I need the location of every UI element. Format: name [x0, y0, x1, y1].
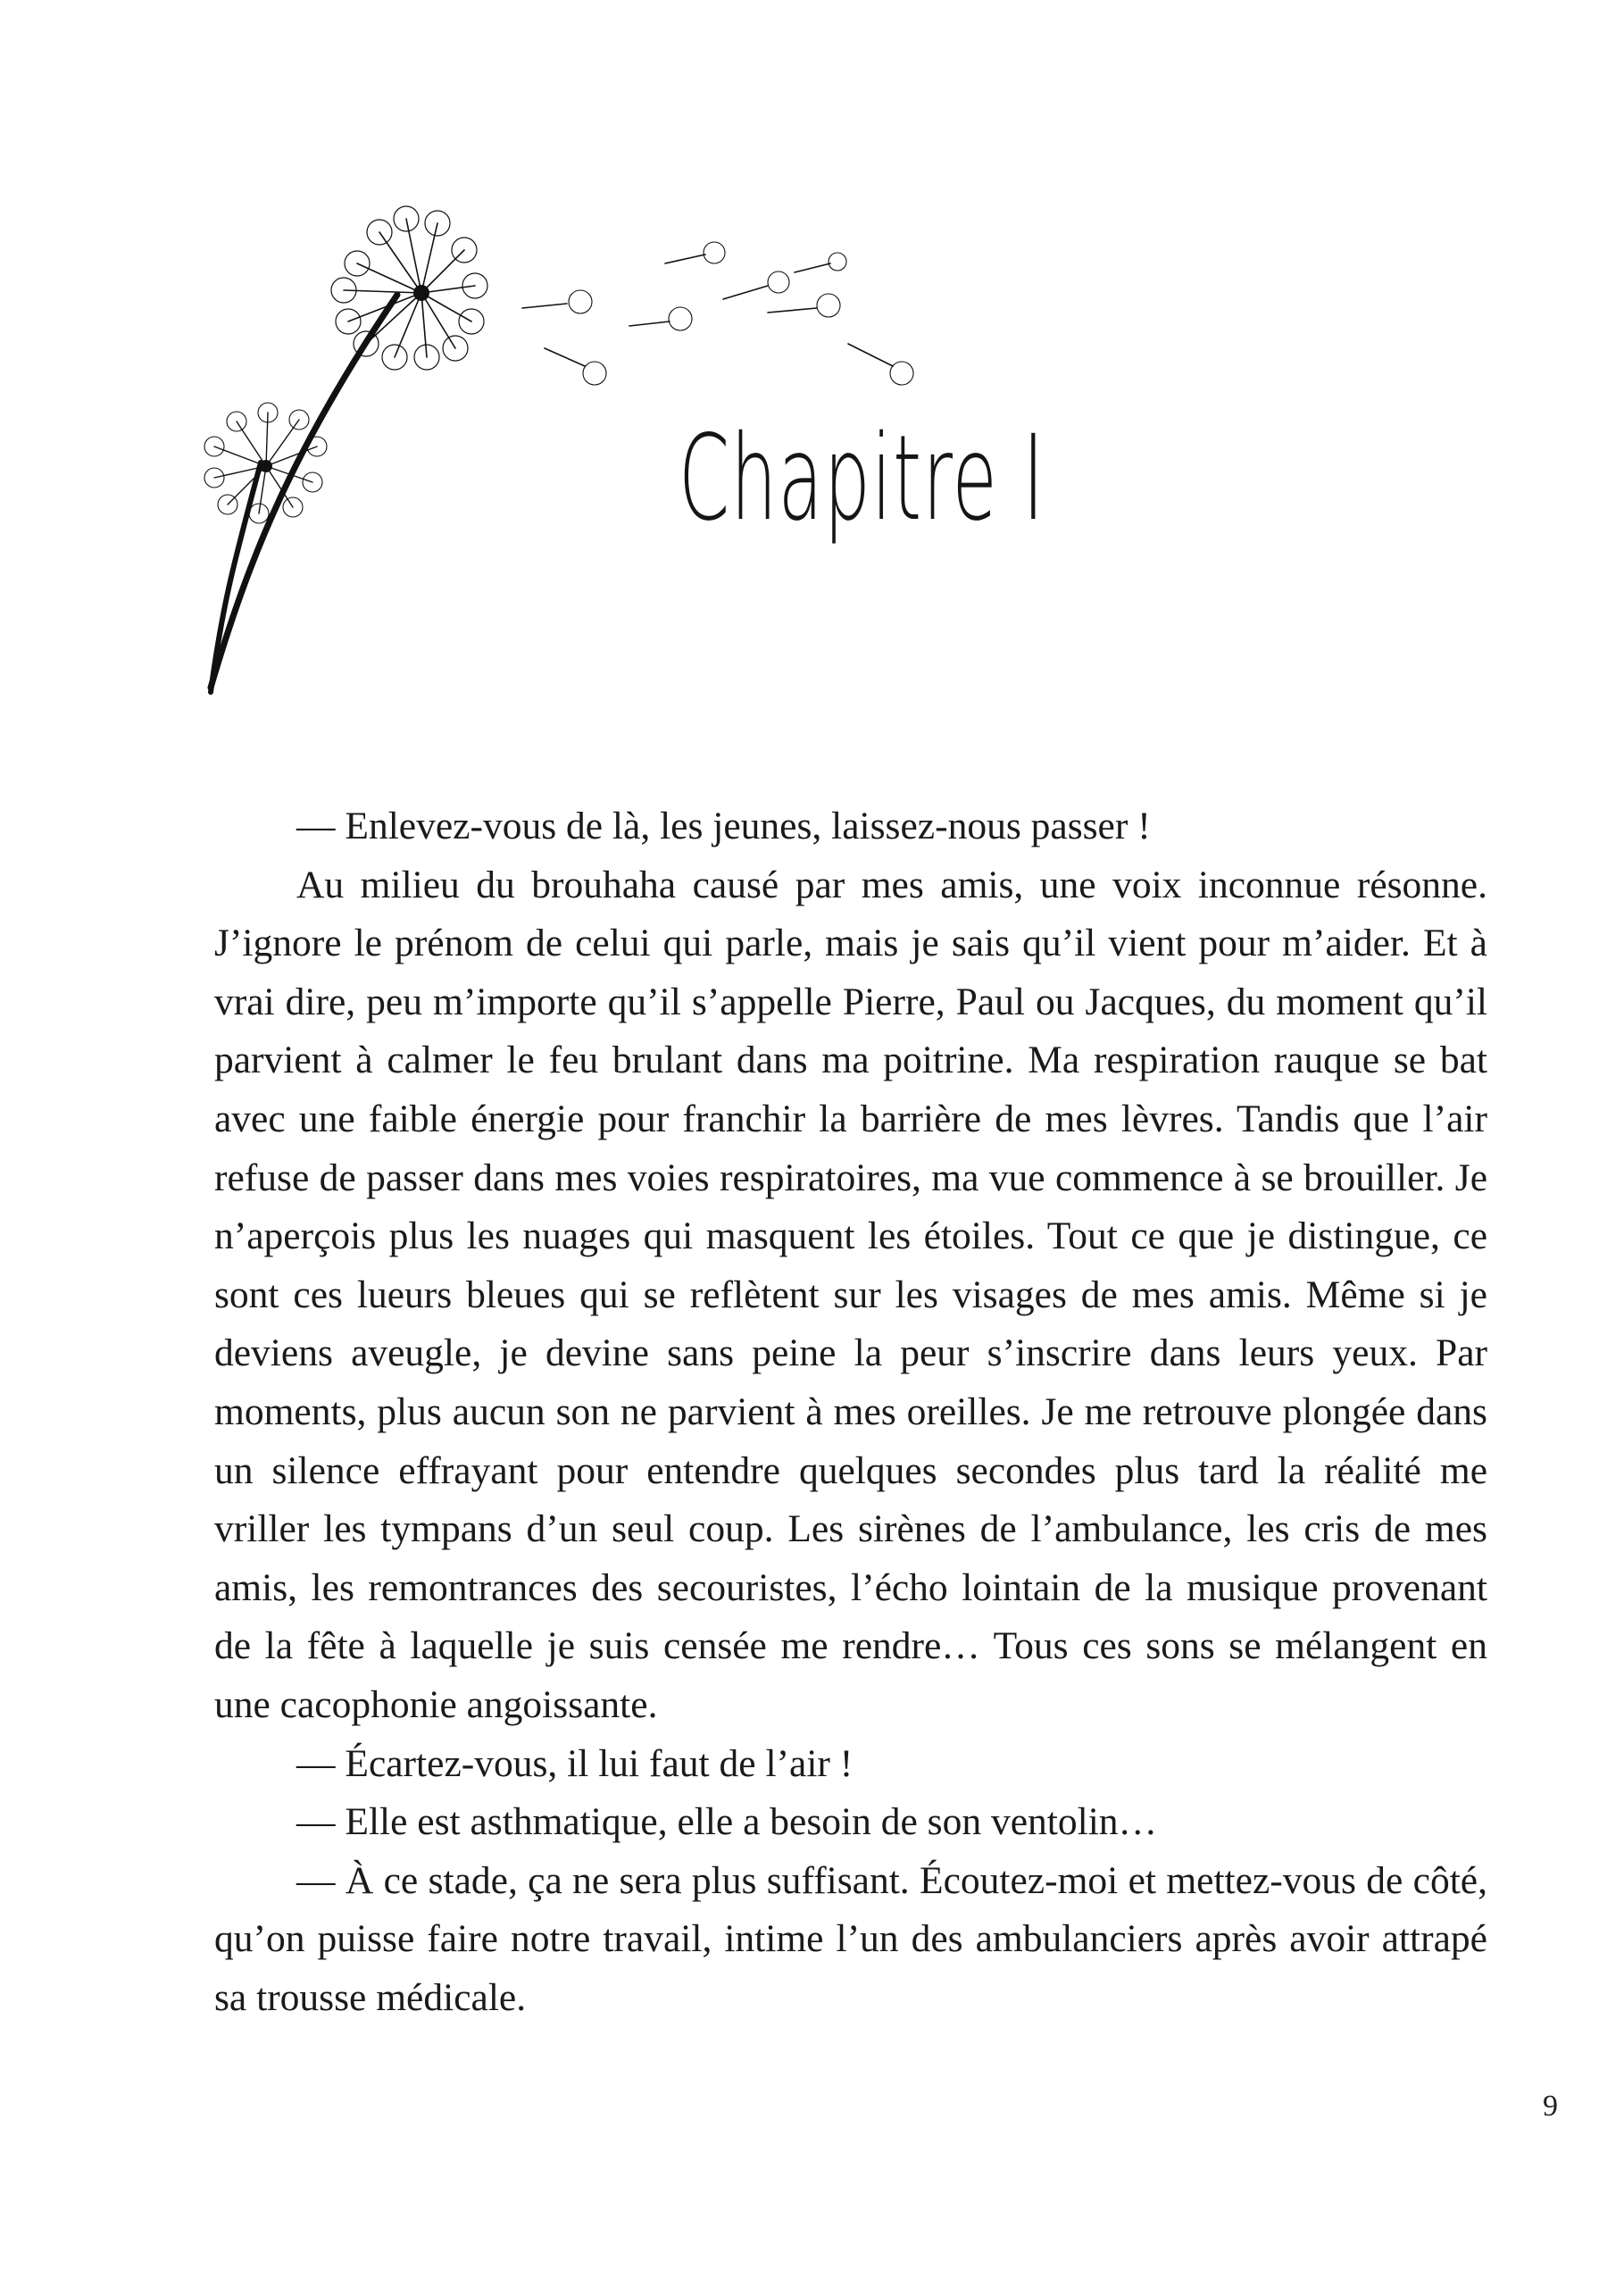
chapter-title: Chapitre I — [679, 410, 1045, 547]
paragraph: — Écartez-vous, il lui faut de l’air ! — [296, 1741, 854, 1785]
paragraph: — À ce stade, ça ne sera plus suffisant. Écoutez-moi et mettez-vous de côté, qu’on puisse faire notre travail, intime l’un des ambulanciers après avoir attrapé sa trousse médicale. — [214, 1858, 1487, 2019]
paragraph: — Elle est asthmatique, elle a besoin de son ventolin… — [296, 1800, 1158, 1844]
paragraph: Au milieu du brouhaha causé par mes amis, une voix inconnue résonne. J’ignore le prénom de celui qui parle, mais je sais qu’il vient pour m’aider. Et à vrai dire, peu m’importe qu’il s’appelle Pierre, Paul ou Jacques, du moment qu’il parvient à calmer le feu brulant dans ma poitrine. Ma respiration rauque se bat avec une faible énergie pour franchir la barrière de mes lèvres. Tandis que l’air refuse de passer dans mes voies respiratoires, ma vue commence à se brouiller. Je n’aperçois plus les nuages qui masquent les étoiles. Tout ce que je distingue, ce sont ces lueurs bleues qui se reflètent sur les visages de mes amis. Même si je deviens aveugle, je devine sans peine la peur s’inscrire dans leurs yeux. Par moments, plus aucun son ne parvient à mes oreilles. Je me retrouve plongée dans un silence effrayant pour entendre quelques secondes plus tard la réalité me vriller les tympans d’un seul coup. Les sirènes de l’ambulance, les cris de mes amis, les remontrances des secouristes, l’écho lointain de la musique provenant de la fête à laquelle je suis censée me rendre… Tous ces sons se mélangent en une cacophonie angoissante. — [214, 863, 1487, 1726]
chapter-body — [214, 797, 1487, 2027]
page-number: 9 — [1543, 2090, 1558, 2123]
paragraph: — Enlevez-vous de là, les jeunes, laissez-nous passer ! — [296, 805, 1151, 847]
